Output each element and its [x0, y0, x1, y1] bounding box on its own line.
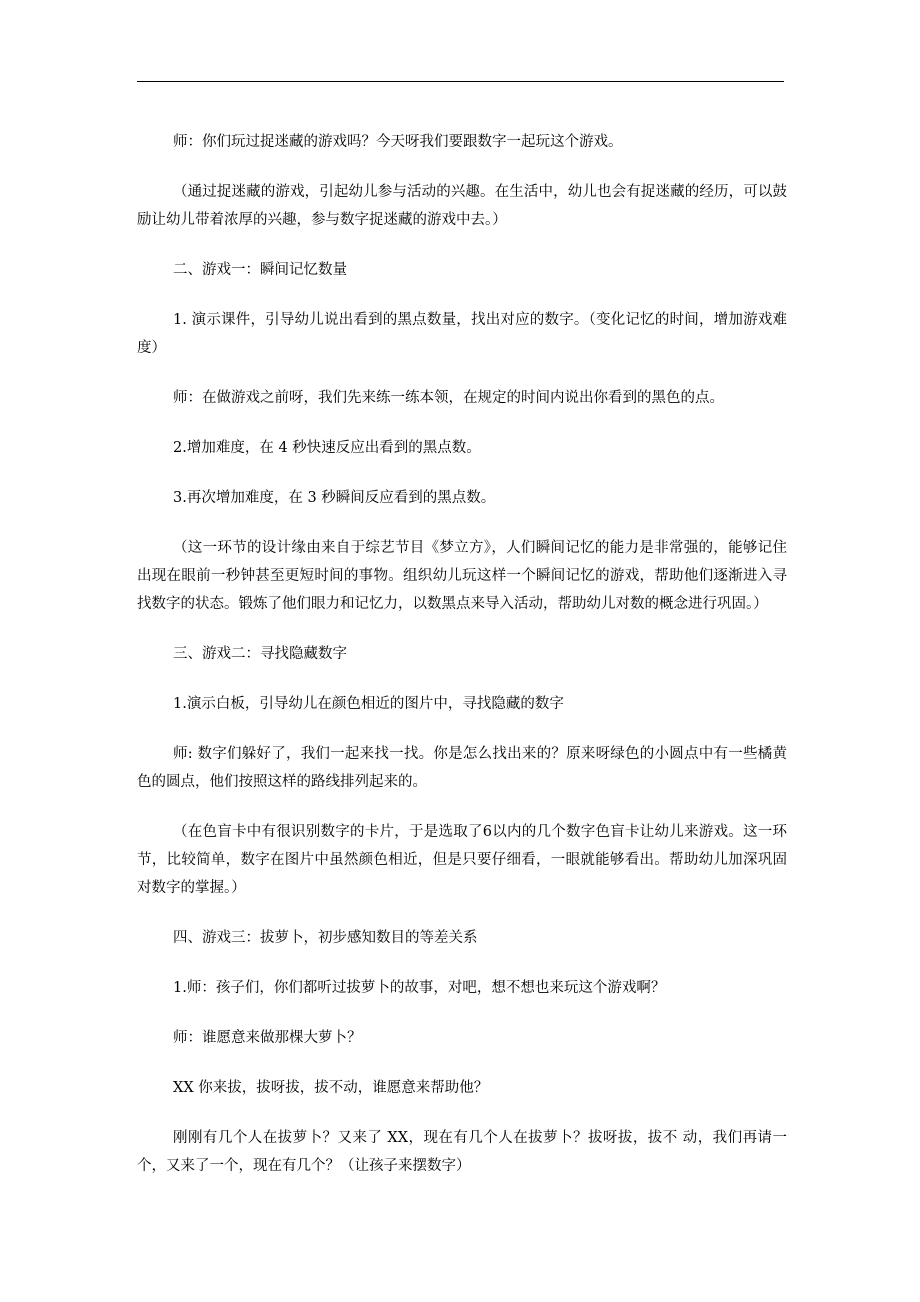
document-body	[137, 128, 787, 1202]
paragraph: 1.师：孩子们，你们都听过拔萝卜的故事，对吧，想不想也来玩这个游戏啊？	[173, 980, 666, 996]
paragraph: 师：你们玩过捉迷藏的游戏吗？今天呀我们要跟数字一起玩这个游戏。	[173, 134, 623, 150]
paragraph: 师: 数字们躲好了，我们一起来找一找。你是怎么找出来的？原来呀绿色的小圆点中有一些橘黄色的圆点，他们按照这样的路线排列起来的。	[137, 746, 787, 790]
paragraph: 刚刚有几个人在拔萝卜？又来了 XX，现在有几个人在拔萝卜？拔呀拔，拔不 动，我们再请一个，又来了一个，现在有几个？（让孩子来摆数字）	[137, 1130, 787, 1174]
paragraph: 3.再次增加难度，在 3 秒瞬间反应看到的黑点数。	[173, 490, 496, 506]
paragraph: XX 你来拔，拔呀拔，拔不动，谁愿意来帮助他？	[173, 1080, 489, 1096]
paragraph: （通过捉迷藏的游戏，引起幼儿参与活动的兴趣。在生活中，幼儿也会有捉迷藏的经历，可以鼓励让幼儿带着浓厚的兴趣，参与数字捉迷藏的游戏中去。）	[137, 184, 787, 228]
paragraph: 师：在做游戏之前呀，我们先来练一练本领，在规定的时间内说出你看到的黑色的点。	[173, 390, 724, 406]
section-heading: 二、游戏一：瞬间记忆数量	[173, 262, 347, 278]
paragraph: 1.演示白板，引导幼儿在颜色相近的图片中，寻找隐藏的数字	[173, 696, 564, 712]
paragraph: 师：谁愿意来做那棵大萝卜？	[173, 1030, 362, 1046]
section-heading: 四、游戏三：拔萝卜，初步感知数目的等差关系	[173, 930, 478, 946]
paragraph: （这一环节的设计缘由来自于综艺节目《梦立方》，人们瞬间记忆的能力是非常强的，能够记住出现在眼前一秒钟甚至更短时间的事物。组织幼儿玩这样一个瞬间记忆的游戏，帮助他们逐渐进入寻找数字的状态。锻炼了他们眼力和记忆力，以数黑点来导入活动，帮助幼儿对数的概念进行巩固。）	[137, 540, 787, 612]
paragraph: （在色盲卡中有很识别数字的卡片，于是选取了6以内的几个数字色盲卡让幼儿来游戏。这一环节，比较简单，数字在图片中虽然颜色相近，但是只要仔细看，一眼就能够看出。帮助幼儿加深巩固对数字的掌握。）	[137, 824, 787, 896]
paragraph: 2.增加难度，在 4 秒快速反应出看到的黑点数。	[173, 440, 481, 456]
section-heading: 三、游戏二：寻找隐藏数字	[173, 646, 347, 662]
header-rule	[137, 81, 784, 82]
paragraph: 1. 演示课件，引导幼儿说出看到的黑点数量，找出对应的数字。（变化记忆的时间，增加游戏难度）	[137, 312, 787, 356]
